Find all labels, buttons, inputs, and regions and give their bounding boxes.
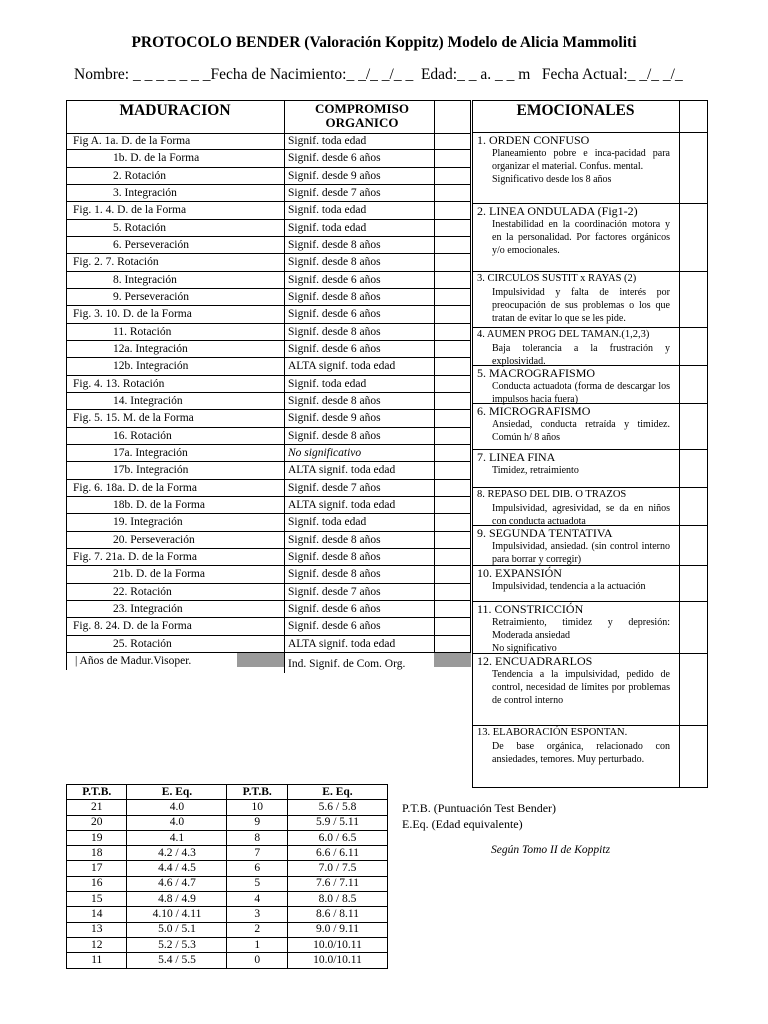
compromiso-value: Signif. desde 8 años [288, 238, 381, 251]
table-divider [707, 100, 708, 788]
emocional-item [472, 526, 708, 566]
ptb-cell: 4.0 [127, 815, 227, 830]
ptb-cell: 10.0/10.11 [287, 953, 387, 968]
compromiso-value: No significativo [288, 446, 362, 459]
maduracion-row [66, 462, 471, 479]
ptb-cell: 4.2 / 4.3 [127, 846, 227, 861]
maduracion-item: 19. Integración [113, 516, 183, 529]
maduracion-item: 17b. Integración [113, 464, 189, 477]
ptb-row [67, 907, 388, 922]
maduracion-item: Fig. 2. 7. Rotación [73, 256, 159, 269]
compromiso-value: Signif. desde 6 años [288, 273, 381, 286]
maduracion-item: 5. Rotación [113, 221, 167, 234]
maduracion-item: 6. Perseveración [113, 238, 189, 251]
maduracion-row [66, 393, 471, 410]
compromiso-value: Signif. desde 6 años [288, 602, 381, 615]
ptb-cell: 5.0 / 5.1 [127, 922, 227, 937]
emocional-description: Tendencia a la impulsividad, pedido de control, necesidad de límites por problemas de control interno [492, 669, 670, 706]
compromiso-value: ALTA signif. toda edad [288, 637, 396, 650]
maduracion-item: Fig. 8. 24. D. de la Forma [73, 620, 192, 633]
ptb-row [67, 953, 388, 968]
compromiso-value: Signif. desde 8 años [288, 325, 381, 338]
score-box-maduracion [237, 653, 285, 667]
emocional-item [472, 566, 708, 602]
emocional-description: Impulsividad, tendencia a la actuación [492, 581, 646, 592]
ptb-row [67, 800, 388, 815]
table-divider [284, 653, 285, 673]
emocional-title: 10. EXPANSIÓN [477, 566, 562, 580]
maduracion-item: 8. Integración [113, 273, 177, 286]
maduracion-row [66, 636, 471, 653]
compromiso-value: ALTA signif. toda edad [288, 464, 396, 477]
compromiso-value: Signif. desde 8 años [288, 429, 381, 442]
emocional-item [472, 602, 708, 654]
ptb-cell: 7.6 / 7.11 [287, 876, 387, 891]
maduracion-item: Fig. 7. 21a. D. de la Forma [73, 550, 197, 563]
ptb-cell: 9.0 / 9.11 [287, 922, 387, 937]
compromiso-value: Signif. toda edad [288, 377, 367, 390]
maduracion-row [66, 254, 471, 271]
emocional-title: 5. MACROGRAFISMO [477, 366, 596, 380]
ptb-cell: 4.4 / 4.5 [127, 861, 227, 876]
maduracion-row [66, 480, 471, 497]
maduracion-item: 17a. Integración [113, 446, 188, 459]
ptb-cell: 1 [227, 937, 287, 952]
ptb-cell: 5 [227, 876, 287, 891]
maduracion-row [66, 358, 471, 375]
ptb-cell: 4 [227, 892, 287, 907]
emocional-title: 9. SEGUNDA TENTATIVA [477, 526, 613, 540]
maduracion-item: Fig. 6. 18a. D. de la Forma [73, 481, 197, 494]
ptb-row [67, 846, 388, 861]
emocional-item [472, 272, 708, 328]
maduracion-row [66, 566, 471, 583]
ptb-cell: 4.0 [127, 800, 227, 815]
ptb-cell: 4.10 / 4.11 [127, 907, 227, 922]
ptb-cell: 19 [67, 830, 127, 845]
ptb-cell: 3 [227, 907, 287, 922]
ptb-header-cell: P.T.B. [227, 785, 287, 800]
ptb-cell: 6.0 / 6.5 [287, 830, 387, 845]
ptb-table [66, 784, 388, 969]
maduracion-item: 23. Integración [113, 602, 183, 615]
compromiso-value: Signif. desde 7 años [288, 481, 381, 494]
maduracion-row [66, 341, 471, 358]
ptb-row [67, 861, 388, 876]
table-divider [434, 100, 435, 653]
maduracion-table-header [66, 100, 471, 134]
compromiso-value: Signif. desde 6 años [288, 342, 381, 355]
maduracion-row [66, 601, 471, 618]
maduracion-item: 2. Rotación [113, 169, 167, 182]
compromiso-value: Signif. desde 8 años [288, 568, 381, 581]
maduracion-row [66, 133, 471, 150]
emocional-description: Conducta actuadota (forma de descargar los impulsos hacia fuera) [492, 381, 670, 405]
emocional-title: 4. AUMEN PROG DEL TAMAN.(1,2,3) [477, 329, 650, 340]
ptb-row [67, 830, 388, 845]
emocional-title: 8. REPASO DEL DIB. O TRAZOS [477, 489, 627, 500]
maduracion-total-label: | Años de Madur.Visoper. [75, 654, 192, 667]
compromiso-value: Signif. desde 9 años [288, 412, 381, 425]
emocional-title: 12. ENCUADRARLOS [477, 654, 593, 668]
emocionales-header [472, 100, 708, 133]
ptb-cell: 16 [67, 876, 127, 891]
ptb-cell: 5.6 / 5.8 [287, 800, 387, 815]
emocional-description: Impulsividad, ansiedad. (sin control interno para borrar y corregir) [492, 541, 670, 565]
ptb-row [67, 876, 388, 891]
ptb-header-cell: E. Eq. [127, 785, 227, 800]
maduracion-row [66, 584, 471, 601]
maduracion-row [66, 497, 471, 514]
legend-eeq: E.Eq. (Edad equivalente) [402, 817, 523, 831]
emocional-description: Impulsividad, agresividad, se da en niños con conducta actuadota [492, 503, 670, 527]
emocional-item [472, 488, 708, 526]
score-box-compromiso [434, 653, 471, 667]
ptb-cell: 5.9 / 5.11 [287, 815, 387, 830]
ptb-cell: 8.0 / 8.5 [287, 892, 387, 907]
ptb-row [67, 922, 388, 937]
ptb-header-row [67, 785, 388, 800]
ptb-cell: 11 [67, 953, 127, 968]
maduracion-row [66, 324, 471, 341]
ptb-cell: 2 [227, 922, 287, 937]
compromiso-value: Signif. toda edad [288, 135, 367, 147]
emocional-title: 11. CONSTRICCIÓN [477, 602, 584, 616]
emocional-item [472, 450, 708, 488]
compromiso-value: Signif. toda edad [288, 516, 367, 529]
emocional-description: De base orgánica, relacionado con ansiedades, temores. Muy perturbado. [492, 741, 670, 765]
ptb-cell: 7.0 / 7.5 [287, 861, 387, 876]
table-divider [284, 100, 285, 653]
ptb-cell: 4.1 [127, 830, 227, 845]
compromiso-value: ALTA signif. toda edad [288, 360, 396, 373]
maduracion-row [66, 220, 471, 237]
header-emocionales: EMOCIONALES [516, 102, 635, 119]
compromiso-value: Signif. desde 8 años [288, 550, 381, 563]
compromiso-value: Signif. desde 7 años [288, 585, 381, 598]
compromiso-value: Signif. desde 6 años [288, 620, 381, 633]
ptb-cell: 12 [67, 937, 127, 952]
table-divider [679, 100, 680, 788]
emocional-description: Ansiedad, conducta retraída y timidez. Común h/ 8 años [492, 419, 670, 443]
maduracion-item: 16. Rotación [113, 429, 172, 442]
ptb-cell: 0 [227, 953, 287, 968]
emocional-description: Impulsividad y falta de interés por preocupación de sus problemas o los que tratan de evitar lo que se les pide. [492, 287, 670, 324]
compromiso-total-label: Ind. Signif. de Com. Org. [288, 657, 406, 670]
emocional-description: Inestabilidad en la coordinación motora y en la personalidad. Por factores orgánicos y/o emocionales. [492, 219, 670, 256]
ptb-cell: 7 [227, 846, 287, 861]
maduracion-item: 1b. D. de la Forma [113, 152, 200, 165]
emocional-item [472, 404, 708, 450]
compromiso-value: Signif. desde 8 años [288, 290, 381, 303]
emocional-item [472, 726, 708, 788]
ptb-header-cell: E. Eq. [287, 785, 387, 800]
emocional-title: 3. CIRCULOS SUSTIT x RAYAS (2) [477, 273, 637, 284]
ptb-cell: 5.4 / 5.5 [127, 953, 227, 968]
maduracion-item: 12b. Integración [113, 360, 189, 373]
emocional-title: 6. MICROGRAFISMO [477, 404, 591, 418]
ptb-row [67, 892, 388, 907]
ptb-cell: 5.2 / 5.3 [127, 937, 227, 952]
emocional-title: 13. ELABORACIÓN ESPONTAN. [477, 727, 628, 738]
page-title: PROTOCOLO BENDER (Valoración Koppitz) Modelo de Alicia Mammoliti [131, 34, 637, 51]
maduracion-item: Fig. 4. 13. Rotación [73, 377, 165, 390]
emocional-title: 2. LINEA ONDULADA (Fig1-2) [477, 204, 638, 218]
maduracion-table [66, 100, 471, 693]
maduracion-row [66, 185, 471, 202]
maduracion-row [66, 237, 471, 254]
maduracion-total-row [66, 653, 471, 673]
emocional-description: Retraimiento, timidez y depresión: Moderada ansiedad No significativo [492, 617, 670, 654]
maduracion-item: 12a. Integración [113, 342, 188, 355]
maduracion-row [66, 514, 471, 531]
ptb-cell: 14 [67, 907, 127, 922]
table-divider [470, 100, 471, 653]
maduracion-item: 3. Integración [113, 186, 177, 199]
emocional-item [472, 133, 708, 204]
ptb-cell: 4.6 / 4.7 [127, 876, 227, 891]
ptb-cell: 18 [67, 846, 127, 861]
emocional-title: 1. ORDEN CONFUSO [477, 133, 590, 147]
maduracion-row [66, 168, 471, 185]
emocional-note: Significativo desde los 8 años [492, 174, 612, 185]
maduracion-row [66, 306, 471, 323]
compromiso-value: Signif. desde 7 años [288, 186, 381, 199]
ptb-row [67, 815, 388, 830]
compromiso-value: Signif. desde 6 años [288, 152, 381, 165]
maduracion-item: 20. Perseveración [113, 533, 195, 546]
emocional-title: 7. LINEA FINA [477, 450, 556, 464]
emocional-item [472, 654, 708, 726]
maduracion-item: 25. Rotación [113, 637, 172, 650]
ptb-cell: 6 [227, 861, 287, 876]
maduracion-item: Fig A. 1a. D. de la Forma [73, 135, 191, 147]
ptb-cell: 9 [227, 815, 287, 830]
header-maduracion: MADURACION [119, 102, 231, 119]
emocional-item [472, 328, 708, 366]
compromiso-value: Signif. desde 8 años [288, 256, 381, 269]
ptb-cell: 10 [227, 800, 287, 815]
ptb-cell: 8.6 / 8.11 [287, 907, 387, 922]
maduracion-row [66, 202, 471, 219]
maduracion-row [66, 272, 471, 289]
emocional-note: No significativo [492, 643, 557, 654]
patient-fields-line: Nombre: _ _ _ _ _ _ _Fecha de Nacimiento:_ _/_ _/_ _ Edad:_ _ a. _ _ m Fecha Actual:_ _/_ _/_ [74, 66, 683, 83]
emocional-item [472, 366, 708, 404]
maduracion-row [66, 549, 471, 566]
maduracion-row [66, 428, 471, 445]
compromiso-value: Signif. desde 8 años [288, 394, 381, 407]
maduracion-row [66, 445, 471, 462]
compromiso-value: Signif. desde 6 años [288, 308, 381, 321]
ptb-cell: 21 [67, 800, 127, 815]
maduracion-item: 14. Integración [113, 394, 183, 407]
compromiso-value: ALTA signif. toda edad [288, 498, 396, 511]
emocional-description: Timidez, retraimiento [492, 465, 579, 476]
ptb-cell: 4.8 / 4.9 [127, 892, 227, 907]
maduracion-item: 11. Rotación [113, 325, 172, 338]
maduracion-item: Fig. 5. 15. M. de la Forma [73, 412, 194, 425]
ptb-header-cell: P.T.B. [67, 785, 127, 800]
maduracion-row [66, 376, 471, 393]
maduracion-item: Fig. 3. 10. D. de la Forma [73, 308, 192, 321]
maduracion-item: 22. Rotación [113, 585, 172, 598]
maduracion-row [66, 618, 471, 635]
table-divider [66, 100, 67, 670]
ptb-row [67, 937, 388, 952]
emocional-description: Baja tolerancia a la frustración y explosividad. [492, 343, 670, 367]
maduracion-row [66, 532, 471, 549]
ptb-cell: 15 [67, 892, 127, 907]
maduracion-row [66, 410, 471, 427]
ptb-cell: 10.0/10.11 [287, 937, 387, 952]
compromiso-value: Signif. toda edad [288, 221, 367, 234]
maduracion-item: 18b. D. de la Forma [113, 498, 205, 511]
header-compromiso: COMPROMISO ORGANICO [315, 101, 409, 130]
emocional-description: Planeamiento pobre e inca-pacidad para organizar el material. Confus. mental. Significativo desde los 8 años [492, 148, 670, 185]
source-note: Según Tomo II de Koppitz [491, 844, 611, 856]
emocional-item [472, 204, 708, 272]
table-divider [472, 100, 473, 788]
emocionales-table [472, 100, 708, 788]
ptb-cell: 6.6 / 6.11 [287, 846, 387, 861]
legend-ptb: P.T.B. (Puntuación Test Bender) [402, 801, 557, 815]
maduracion-row [66, 289, 471, 306]
legend [402, 800, 556, 832]
maduracion-item: 21b. D. de la Forma [113, 568, 205, 581]
ptb-cell: 17 [67, 861, 127, 876]
maduracion-item: Fig. 1. 4. D. de la Forma [73, 204, 187, 217]
maduracion-row [66, 150, 471, 167]
compromiso-value: Signif. desde 8 años [288, 533, 381, 546]
ptb-cell: 8 [227, 830, 287, 845]
compromiso-value: Signif. toda edad [288, 204, 367, 217]
ptb-cell: 13 [67, 922, 127, 937]
ptb-cell: 20 [67, 815, 127, 830]
compromiso-value: Signif. desde 9 años [288, 169, 381, 182]
maduracion-item: 9. Perseveración [113, 290, 189, 303]
